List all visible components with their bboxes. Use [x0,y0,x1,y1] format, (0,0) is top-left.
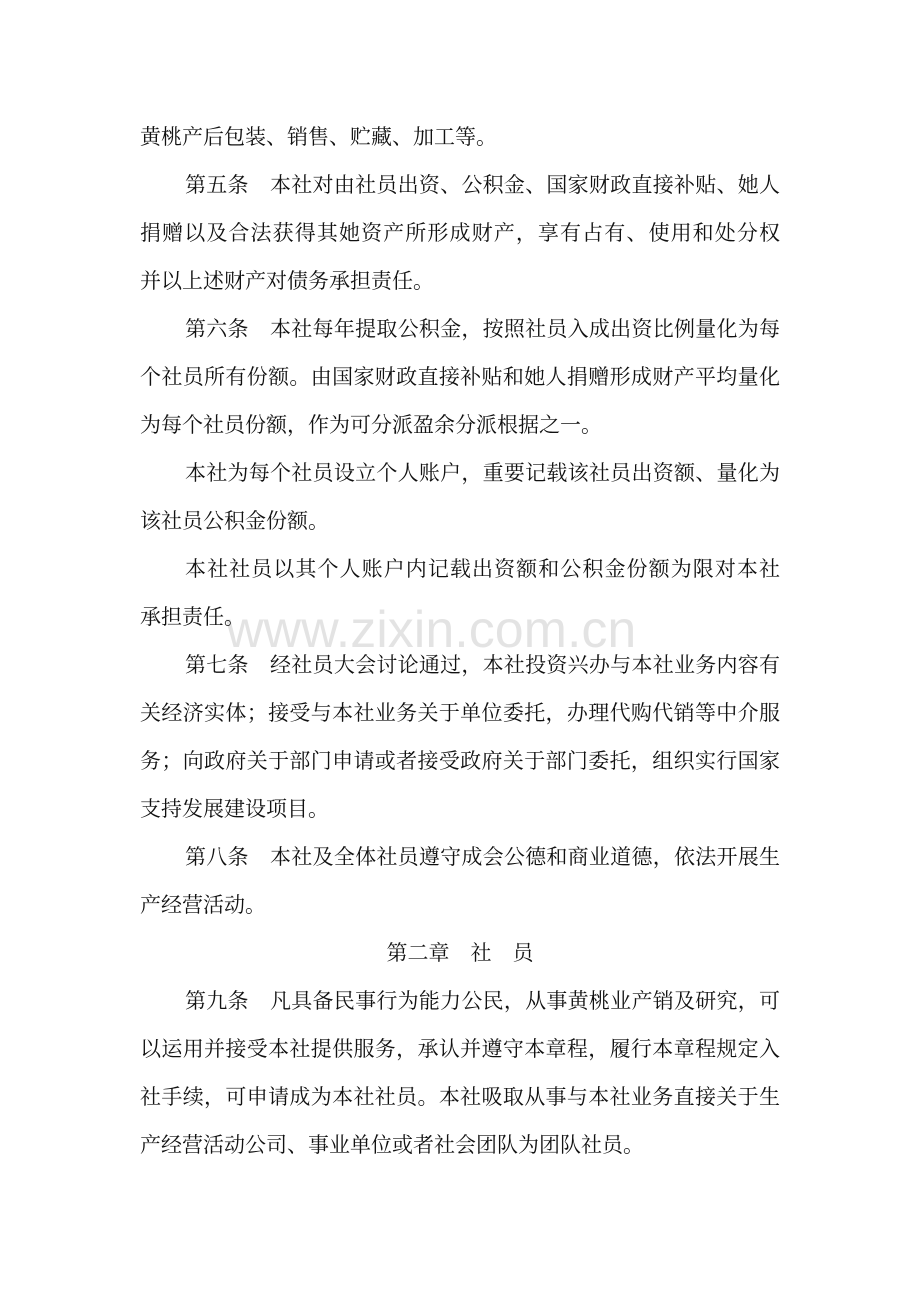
text-line: 个社员所有份额。由国家财政直接补贴和她人捐赠形成财产平均量化 [140,365,780,389]
text-line: 以运用并接受本社提供服务，承认并遵守本章程，履行本章程规定入 [140,1037,780,1061]
article-9 [140,977,780,1169]
article-5 [140,161,780,305]
text-line: 为每个社员份额，作为可分派盈余分派根据之一。 [140,413,602,437]
text-line: 黄桃产后包装、销售、贮藏、加工等。 [140,125,497,149]
chapter-heading: 第二章 社 员 [386,941,534,965]
paragraph-continuation [140,113,780,161]
text-line: 务；向政府关于部门申请或者接受政府关于部门委托，组织实行国家 [140,749,780,773]
text-line: 第六条 本社每年提取公积金，按照社员入成出资比例量化为每 [185,317,780,341]
text-line: 关经济实体；接受与本社业务关于单位委托，办理代购代销等中介服 [140,701,780,725]
text-line: 第五条 本社对由社员出资、公积金、国家财政直接补贴、她人 [185,173,780,197]
text-line: 并以上述财产对债务承担责任。 [140,269,434,293]
document-body [140,113,780,1169]
article-7 [140,641,780,833]
article-6-liability-paragraph [140,545,780,641]
text-line: 产经营活动公司、事业单位或者社会团队为团队社员。 [140,1133,644,1157]
text-line: 社手续，可申请成为本社社员。本社吸取从事与本社业务直接关于生 [140,1085,780,1109]
text-line: 本社为每个社员设立个人账户，重要记载该社员出资额、量化为 [185,461,780,485]
article-6 [140,305,780,449]
text-line: 第七条 经社员大会讨论通过，本社投资兴办与本社业务内容有 [185,653,780,677]
text-line: 本社社员以其个人账户内记载出资额和公积金份额为限对本社 [185,557,780,581]
text-line: 支持发展建设项目。 [140,797,329,821]
text-line: 第八条 本社及全体社员遵守成会公德和商业道德，依法开展生 [185,845,780,869]
article-8 [140,833,780,929]
text-line: 产经营活动。 [140,893,266,917]
text-line: 该社员公积金份额。 [140,509,329,533]
watermark: www.zixin.com.cn [226,601,637,659]
text-line: 第九条 凡具备民事行为能力公民，从事黄桃业产销及研究，可 [185,989,780,1013]
text-line: 承担责任。 [140,605,245,629]
text-line: 捐赠以及合法获得其她资产所形成财产，享有占有、使用和处分权 [140,221,780,245]
article-6-account-paragraph [140,449,780,545]
